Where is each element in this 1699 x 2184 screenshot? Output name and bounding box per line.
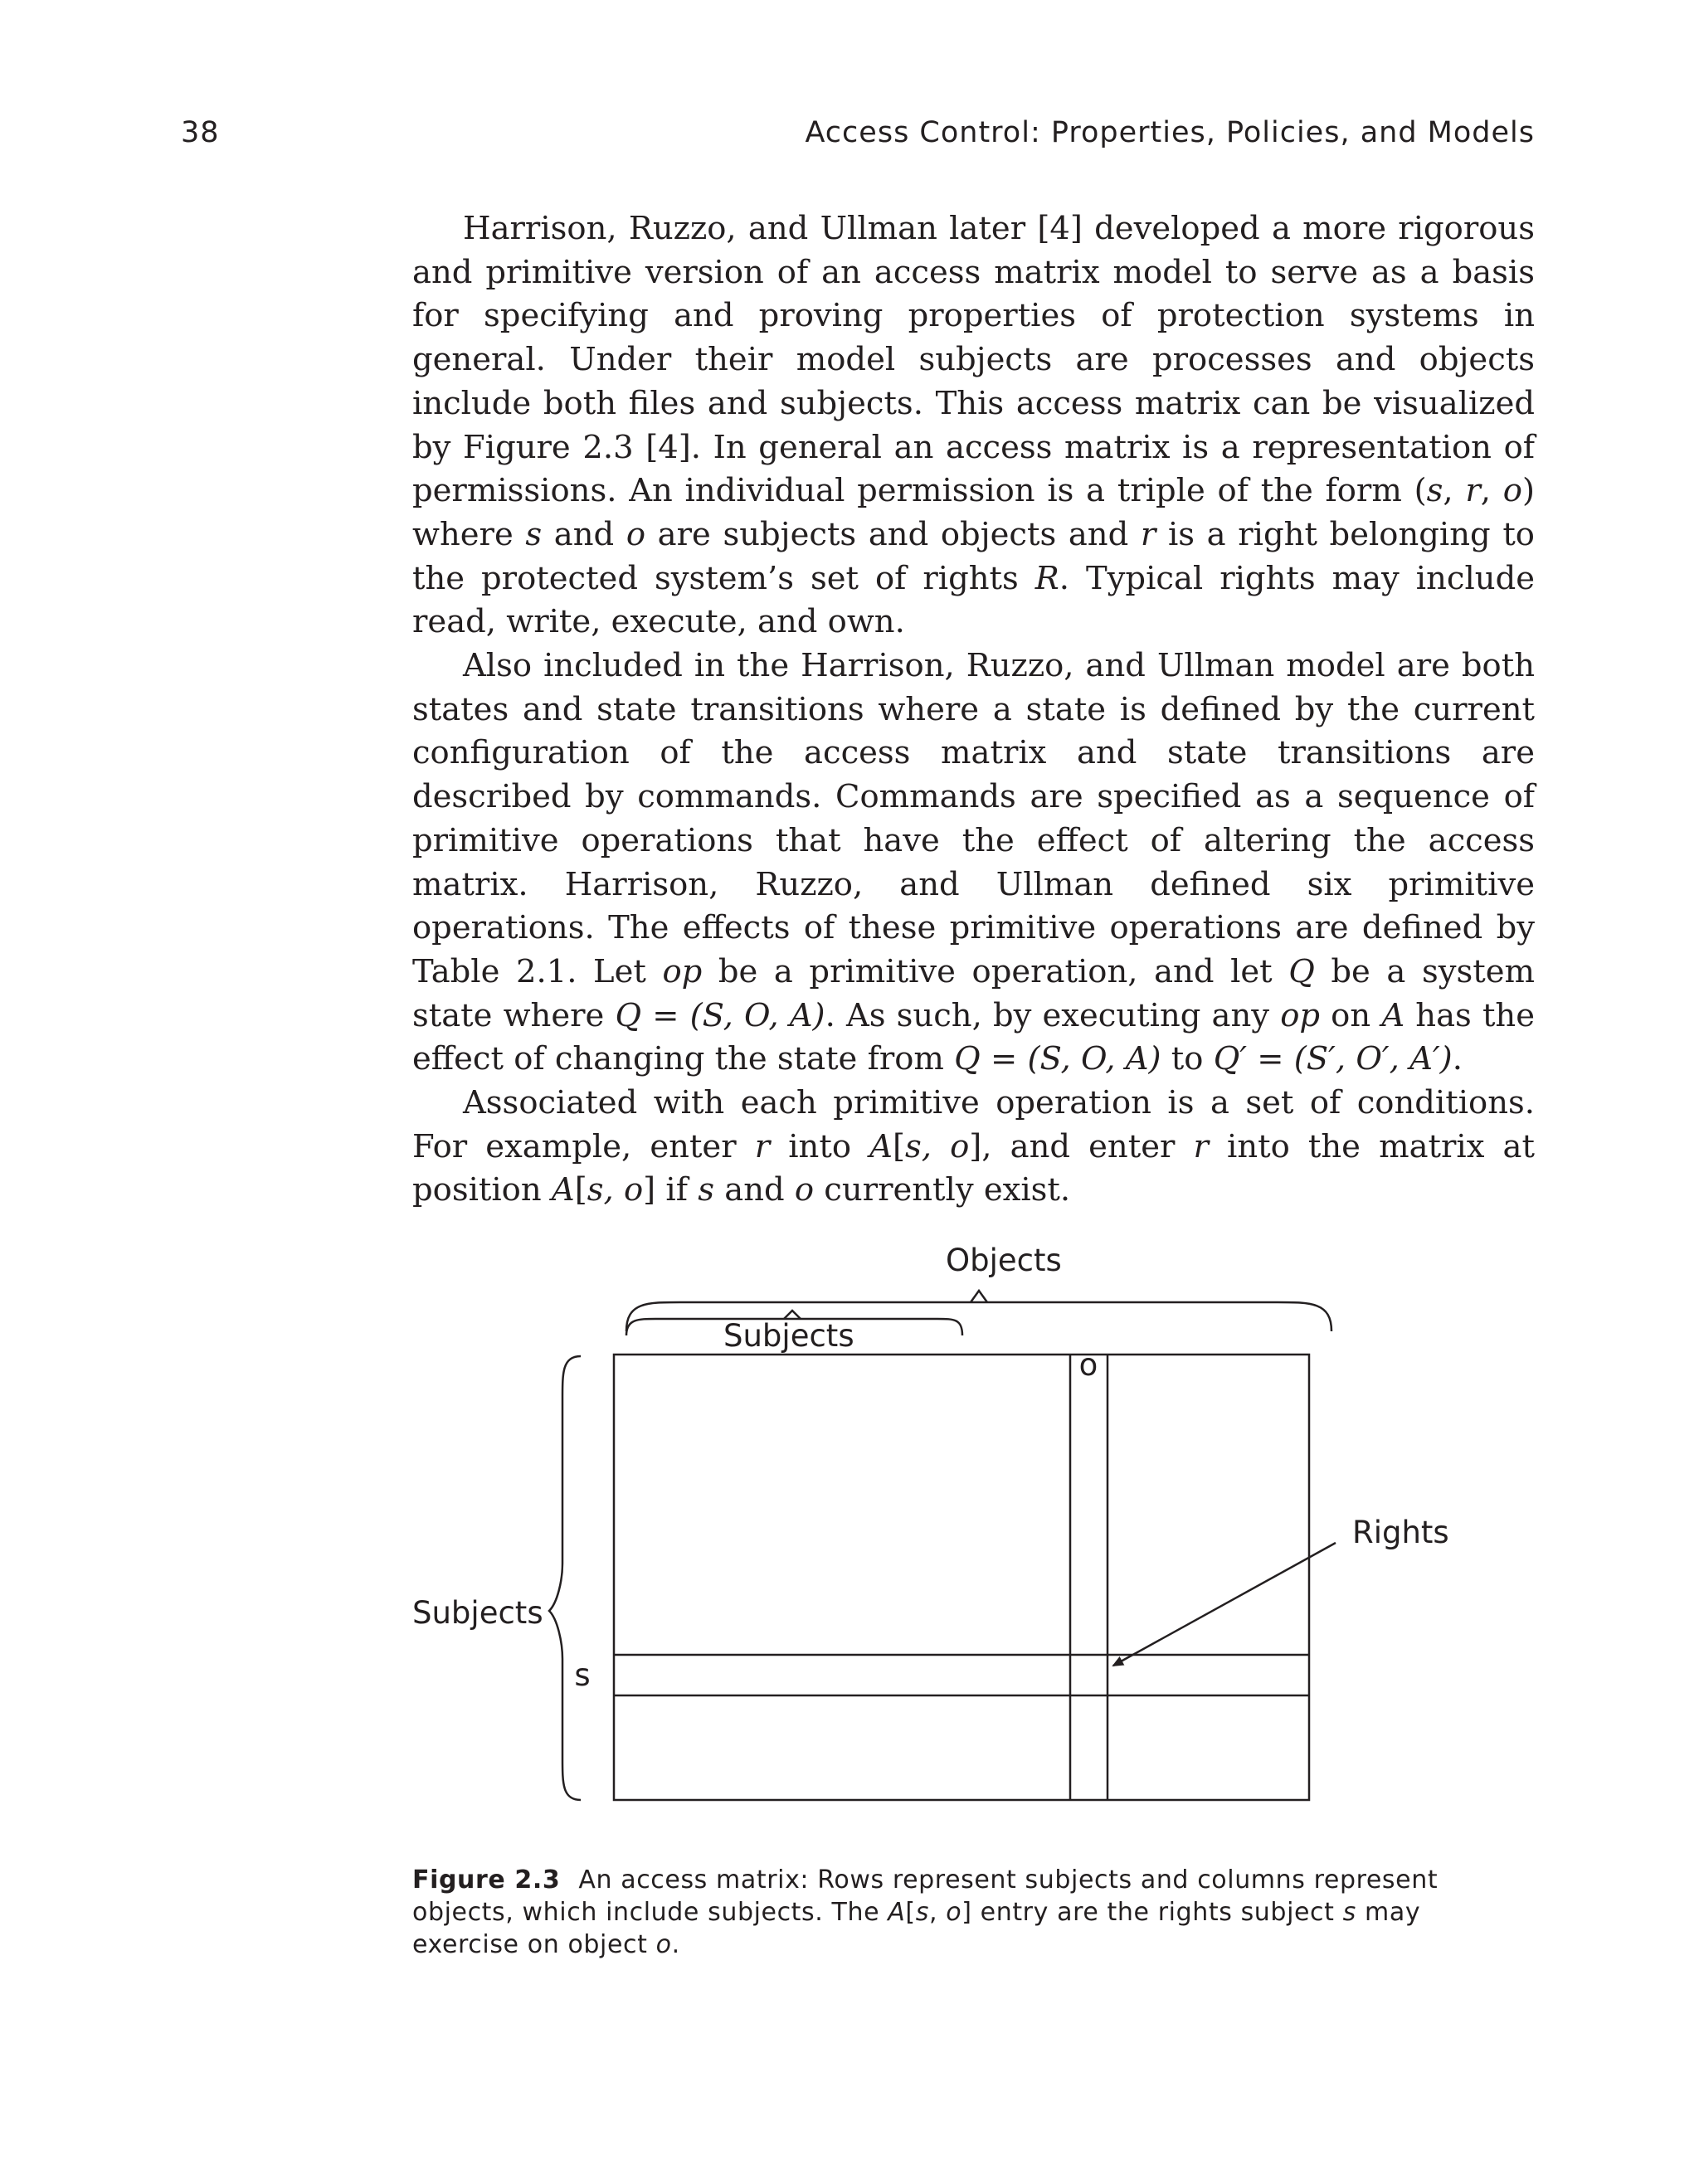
rights-arrow [1113,1543,1336,1666]
label-subjects-top: Subjects [723,1318,854,1354]
figure-caption: Figure 2.3 An access matrix: Rows represent subjects and columns represent objects, which include subjects. The A[s, o] entry are the rights subject s may exercise on object o. [412,1865,1439,1959]
running-header [181,116,1535,158]
paragraph-2: Also included in the Harrison, Ruzzo, and Ullman model are both states and state transitions where a state is defined by the current configuration of the access matrix and state transitions are described by commands. Commands are specified as a sequence of primitive operations that have the effect of altering the access matrix. Harrison, Ruzzo, and Ullman defined six primitive operations. The effects of these primitive operations are defined by Table 2.1. Let op be a primitive operation, and let Q be a system state where Q = (S, O, A). As such, by executing any op on A has the effect of changing the state from Q = (S, O, A) to Q′ = (S′, O′, A′). [412,647,1536,1078]
running-title: Access Control: Properties, Policies, and Models [805,116,1535,149]
page-number: 38 [181,116,220,149]
label-rights: Rights [1352,1515,1449,1550]
label-s: s [574,1657,591,1693]
subjects-left-brace [549,1356,581,1800]
matrix-border [614,1355,1309,1800]
paragraph-1: Harrison, Ruzzo, and Ullman later [4] developed a more rigorous and primitive version of an access matrix model to serve as a basis for specifying and proving properties of protection systems in general. Under their model subjects are processes and objects include both files and subjects. This access matrix can be visualized by Figure 2.3 [4]. In general an access matrix is a representation of permissions. An individual permission is a triple of the form (s, r, o) where s and o are subjects and objects and r is a right belonging to the protected system’s set of rights R. Typical rights may include read, write, execute, and own. [412,210,1536,641]
access-matrix-figure [406,1211,1485,1858]
label-o: o [1078,1347,1098,1383]
body-text [412,207,1535,1213]
paragraph-3: Associated with each primitive operation is a set of conditions. For example, enter r into A[s, o], and enter r into the matrix at position A[s, o] if s and o currently exist. [412,1084,1535,1209]
label-subjects-left: Subjects [412,1595,543,1631]
figure-number: Figure 2.3 [412,1865,561,1895]
label-objects: Objects [946,1243,1062,1278]
access-matrix-diagram [406,1211,1485,1858]
objects-brace-tip [971,1291,987,1302]
